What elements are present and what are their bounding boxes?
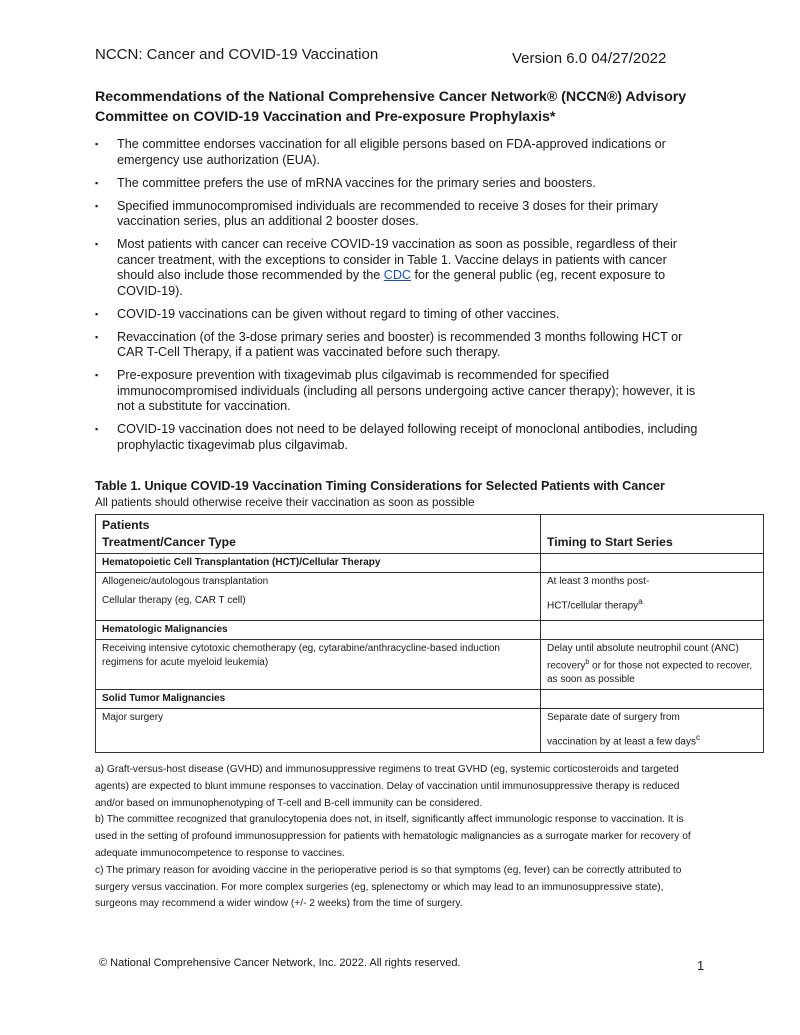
- list-item: ▪ COVID-19 vaccinations can be given without regard to timing of other vaccines.: [95, 306, 560, 321]
- hct-items: Allogeneic/autologous transplantation Cellular therapy (eg, CAR T cell): [96, 573, 541, 621]
- page-number: 1: [697, 958, 705, 973]
- cdc-link[interactable]: CDC: [383, 268, 412, 282]
- list-item: ▪ Pre-exposure prevention with tixagevimab plus cilgavimab is recommended for specified immunocompromised individuals (including all persons undergoing active cancer therapy); however, it is not a substitute for vaccination.: [95, 368, 696, 413]
- section-title-hct: Hematopoietic Cell Transplantation (HCT)/Cellular Therapy: [96, 554, 541, 573]
- table-section-row: [96, 690, 764, 709]
- empty-cell: [541, 690, 764, 709]
- heme-timing: Delay until absolute neutrophil count (ANC) recovery$^b$ or for those not expected to recover, as soon as possible: [541, 640, 764, 690]
- list-item: ▪ Specified immunocompromised individuals are recommended to receive 3 doses for their primary vaccination series, plus an additional 2 booster doses.: [95, 198, 659, 228]
- bullet-mark: ▪: [95, 308, 99, 319]
- footnotes: [95, 762, 695, 913]
- section-title-heme: Hematologic Malignancies: [96, 621, 541, 640]
- list-item: ▪ The committee prefers the use of mRNA vaccines for the primary series and boosters.: [95, 175, 596, 190]
- list-item: ▪ Most patients with cancer can receive COVID-19 vaccination as soon as possible, regardless of their cancer treatment, with the exceptions to consider in Table 1. Vaccine delays in patients with cancer should also include those recommended by the CDC for the general public (eg, recent exposure to COVID-19).: [95, 237, 677, 298]
- footnote-a: a) Graft-versus-host disease (GVHD) and immunosuppressive regimens to treat GVHD (eg, systemic corticosteroids and targeted agents) are expected to blunt immune responses to vaccination. Delay of vaccination until immunosuppressive therapy is reduced and/or based on immunophenotyping of T-cell and B-cell immunity can be considered.: [95, 764, 680, 809]
- table-row: [96, 640, 764, 690]
- table-subcaption: All patients should otherwise receive their vaccination as soon as possible: [95, 496, 475, 509]
- bullet-mark: ▪: [95, 370, 99, 380]
- bullet-mark: ▪: [95, 200, 99, 211]
- table-section-row: [96, 554, 764, 573]
- solid-item: Major surgery: [96, 709, 541, 752]
- header-left: NCCN: Cancer and COVID-19 Vaccination: [95, 46, 379, 63]
- solid-timing: Separate date of surgery from vaccination by at least a few days$^c$: [541, 709, 764, 752]
- bullet-mark: ▪: [95, 139, 99, 149]
- bullet-mark: ▪: [95, 331, 99, 342]
- bullet-mark: ▪: [95, 424, 99, 434]
- recommendations-list: [95, 137, 700, 461]
- empty-cell: [541, 621, 764, 640]
- empty-cell: [541, 554, 764, 573]
- bullet-mark: ▪: [95, 239, 99, 249]
- table-section-row: [96, 621, 764, 640]
- footnote-c: c) The primary reason for avoiding vaccine in the perioperative period is so that symptoms (eg, fever) can be correctly attributed to surgery versus vaccination. For more complex surgeries (eg, splenectomy or which may lead to an immunosuppressive state), surgeons may recommend a wider window (+/- 2 weeks) from the time of surgery.: [95, 864, 682, 910]
- footnote-b: b) The committee recognized that granulocytopenia does not, in itself, significantly affect immunologic response to vaccination. It is used in the setting of profound immunosuppression for patients with hematologic malignancies as a surrogate marker for recovery of adequate immunocompetence to response to vaccines.: [95, 814, 691, 859]
- timing-table: [95, 514, 764, 753]
- list-item: ▪ The committee endorses vaccination for all eligible persons based on FDA-approved indications or emergency use authorization (EUA).: [95, 137, 666, 167]
- header-version: Version 6.0 04/27/2022: [512, 50, 667, 67]
- table-row: [96, 573, 764, 621]
- list-item: ▪ COVID-19 vaccination does not need to be delayed following receipt of monoclonal antibodies, including prophylactic tixagevimab plus cilgavimab.: [95, 422, 698, 452]
- page-title: [95, 87, 715, 127]
- table-header-row: [96, 515, 764, 554]
- copyright-notice: © National Comprehensive Cancer Network, Inc. 2022. All rights reserved.: [99, 957, 461, 969]
- bullet-mark: ▪: [95, 177, 99, 188]
- section-title-solid: Solid Tumor Malignancies: [96, 690, 541, 709]
- hct-timing: At least 3 months post- HCT/cellular therapy$^a$: [541, 573, 764, 621]
- table-row: [96, 709, 764, 752]
- list-item: ▪ Revaccination (of the 3-dose primary series and booster) is recommended 3 months following HCT or CAR T-Cell Therapy, if a patient was vaccinated before such therapy.: [95, 329, 683, 359]
- heme-item: Receiving intensive cytotoxic chemotherapy (eg, cytarabine/anthracycline-based induction regimens for acute myeloid leukemia): [96, 640, 541, 690]
- header-cell-patients: Patients Treatment/Cancer Type: [96, 515, 541, 554]
- table-caption: Table 1. Unique COVID-19 Vaccination Timing Considerations for Selected Patients with Cancer: [95, 479, 665, 493]
- title-line-1: Recommendations of the National Comprehensive Cancer Network® (NCCN®) Advisory: [95, 89, 687, 105]
- header-cell-timing: Timing to Start Series: [541, 515, 764, 554]
- title-line-2: Committee on COVID-19 Vaccination and Pre-exposure Prophylaxis*: [95, 109, 556, 125]
